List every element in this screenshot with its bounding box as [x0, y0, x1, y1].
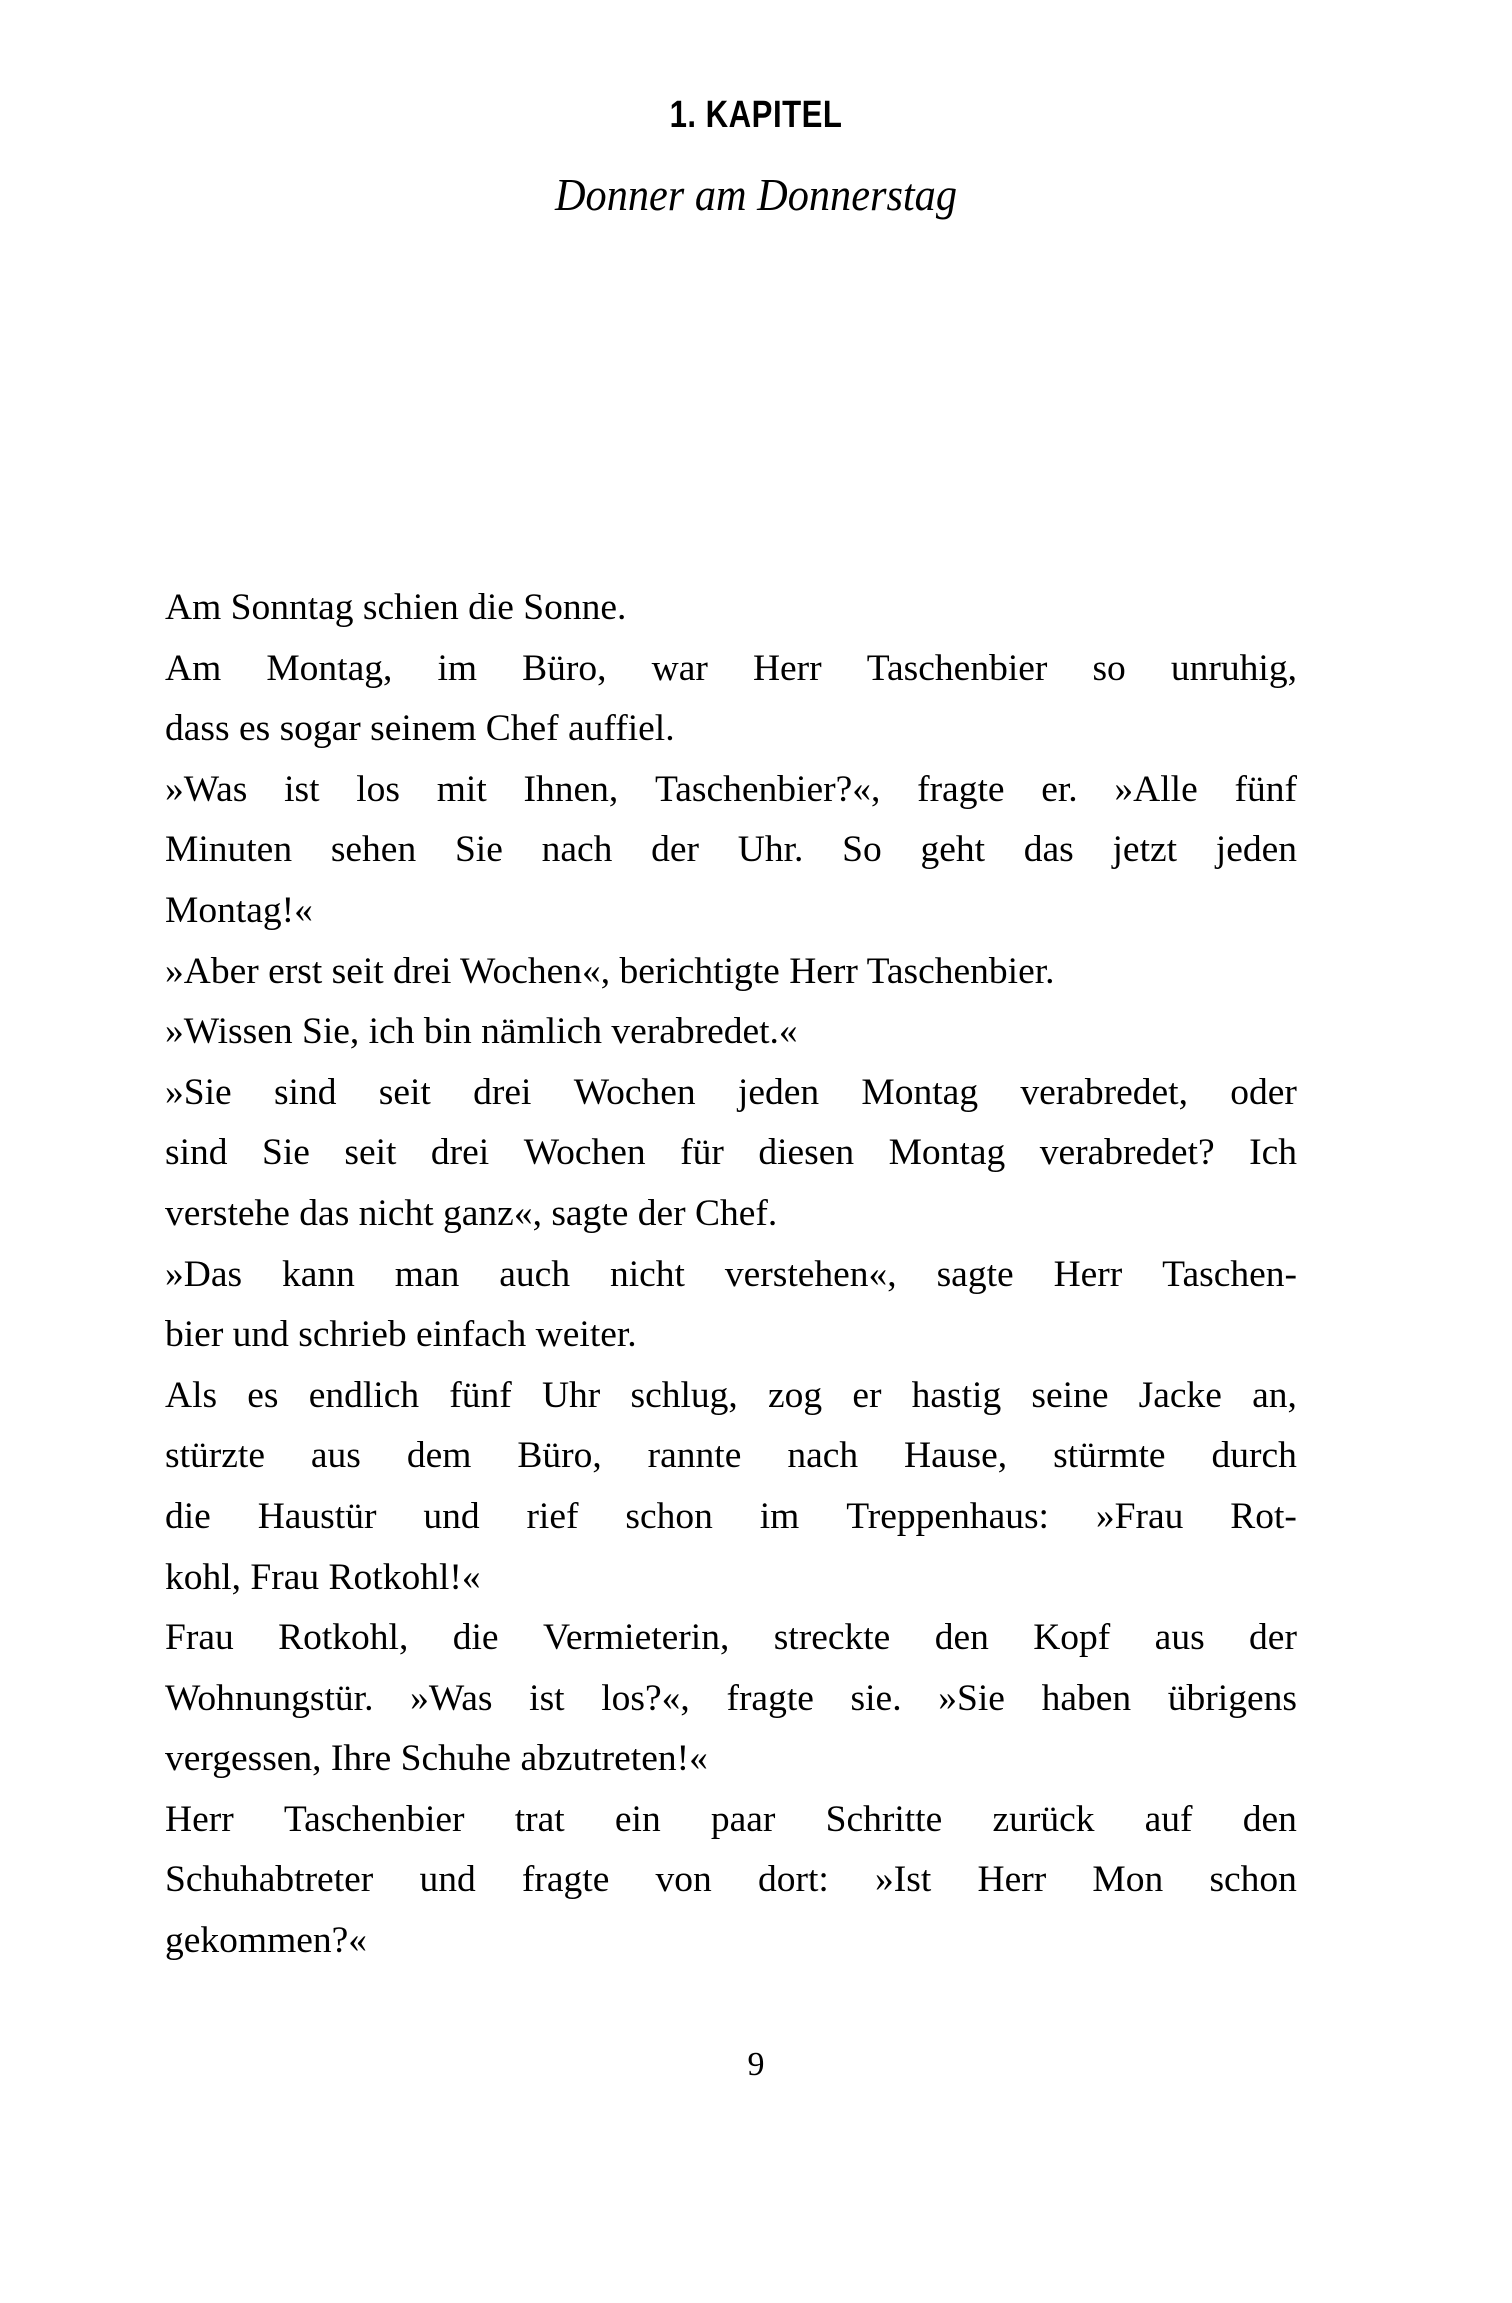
body-word: zog — [767, 1374, 823, 1416]
body-word: jeden — [1215, 829, 1297, 871]
body-word: rannte — [647, 1435, 742, 1477]
body-word: dort: — [758, 1859, 829, 1901]
body-word: »Ist — [875, 1859, 932, 1901]
body-word: Taschenbier — [866, 647, 1048, 689]
body-word: Hause, — [904, 1435, 1008, 1477]
body-word: war — [651, 647, 708, 689]
body-word: drei — [430, 1132, 490, 1174]
body-text — [165, 578, 1297, 1972]
body-line — [165, 639, 1297, 700]
body-word: stürzte — [165, 1435, 265, 1477]
body-word: Büro, — [517, 1435, 602, 1477]
body-word: Herr — [1053, 1253, 1123, 1295]
body-word: den — [1242, 1798, 1297, 1840]
body-word: oder — [1230, 1071, 1297, 1113]
body-line: gekommen?« — [165, 1920, 368, 1962]
body-word: von — [655, 1859, 712, 1901]
body-word: den — [934, 1617, 989, 1659]
body-word: So — [842, 829, 882, 871]
body-line — [165, 1669, 1297, 1730]
body-word: es — [247, 1374, 279, 1416]
page-number: 9 — [747, 2046, 765, 2083]
body-word: der — [651, 829, 700, 871]
body-word: fünf — [449, 1374, 512, 1416]
body-word: Montag — [888, 1132, 1006, 1174]
body-word: los?«, — [601, 1677, 690, 1719]
body-line: verstehe das nicht ganz«, sagte der Chef. — [165, 1192, 778, 1234]
body-line — [165, 760, 1297, 821]
body-word: jeden — [737, 1071, 820, 1113]
body-word: sind — [165, 1132, 228, 1174]
body-line — [165, 1123, 1297, 1184]
body-line — [165, 1245, 1297, 1306]
body-word: und — [419, 1859, 476, 1901]
body-line: bier und schrieb einfach weiter. — [165, 1314, 637, 1356]
body-word: Uhr — [541, 1374, 601, 1416]
body-line: »Wissen Sie, ich bin nämlich verabredet.« — [165, 1011, 798, 1053]
chapter-title: Donner am Donnerstag — [554, 169, 958, 220]
body-word: Minuten — [165, 829, 293, 871]
chapter-heading-block — [0, 96, 1512, 218]
body-word: paar — [710, 1798, 776, 1840]
body-word: und — [423, 1495, 480, 1537]
body-word: schon — [1209, 1859, 1297, 1901]
body-word: stürmte — [1053, 1435, 1166, 1477]
body-word: im — [437, 647, 478, 689]
body-word: der — [1249, 1617, 1297, 1659]
body-word: fünf — [1234, 768, 1297, 810]
body-line: »Aber erst seit drei Wochen«, berichtigte Herr Taschenbier. — [165, 950, 1055, 992]
body-word: Büro, — [522, 647, 607, 689]
body-line — [165, 1366, 1297, 1427]
body-line: Am Sonntag schien die Sonne. — [165, 587, 627, 628]
body-word: Wohnungstür. — [165, 1677, 374, 1719]
body-word: das — [1023, 829, 1074, 871]
body-line — [165, 1850, 1297, 1911]
body-word: Wochen — [523, 1132, 646, 1174]
body-word: trat — [514, 1798, 565, 1840]
body-word: Sie — [454, 829, 503, 871]
body-word: drei — [473, 1071, 532, 1113]
chapter-number: 1. KAPITEL — [669, 94, 843, 136]
body-word: Rotkohl, — [278, 1617, 409, 1659]
body-word: haben — [1041, 1677, 1132, 1719]
body-word: an, — [1252, 1374, 1297, 1416]
body-word: ist — [284, 768, 320, 810]
body-word: geht — [920, 829, 986, 871]
body-word: endlich — [308, 1374, 420, 1416]
body-word: Wochen — [573, 1071, 696, 1113]
body-word: Ich — [1249, 1132, 1297, 1174]
body-word: nicht — [609, 1253, 685, 1295]
body-word: »Sie — [938, 1677, 1005, 1719]
body-word: durch — [1211, 1435, 1297, 1477]
body-word: so — [1092, 647, 1126, 689]
body-word: fragte — [726, 1677, 814, 1719]
body-line: kohl, Frau Rotkohl!« — [165, 1556, 481, 1598]
body-line — [165, 1608, 1297, 1669]
body-word: verabredet? — [1039, 1132, 1215, 1174]
body-word: schon — [625, 1495, 713, 1537]
body-word: sagte — [936, 1253, 1014, 1295]
body-word: auch — [499, 1253, 571, 1295]
body-word: Mon — [1092, 1859, 1164, 1901]
body-word: Frau — [165, 1617, 234, 1659]
body-word: sie. — [850, 1677, 902, 1719]
body-word: die — [165, 1495, 211, 1537]
body-word: nach — [787, 1435, 859, 1477]
body-word: Taschen- — [1162, 1253, 1297, 1295]
body-word: ist — [529, 1677, 565, 1719]
body-word: Herr — [752, 647, 822, 689]
body-word: Uhr. — [737, 829, 804, 871]
body-word: für — [680, 1132, 724, 1174]
body-word: unruhig, — [1170, 647, 1297, 689]
body-word: aus — [1154, 1617, 1205, 1659]
body-word: »Sie — [165, 1071, 232, 1113]
body-word: Haustür — [257, 1495, 377, 1537]
body-line — [165, 820, 1297, 881]
body-word: rief — [526, 1495, 579, 1537]
body-word: Montag, — [266, 647, 393, 689]
body-word: verabredet, — [1020, 1071, 1188, 1113]
body-word: nach — [541, 829, 613, 871]
body-word: aus — [310, 1435, 361, 1477]
body-line — [165, 1063, 1297, 1124]
body-word: ein — [614, 1798, 661, 1840]
body-word: streckte — [773, 1617, 891, 1659]
body-word: »Frau — [1095, 1495, 1184, 1537]
body-word: man — [394, 1253, 460, 1295]
body-word: seit — [378, 1071, 431, 1113]
body-word: Jacke — [1138, 1374, 1222, 1416]
body-word: los — [356, 768, 401, 810]
body-word: fragte — [917, 768, 1005, 810]
body-word: Als — [165, 1374, 218, 1416]
body-word: »Was — [410, 1677, 493, 1719]
body-word: »Alle — [1114, 768, 1198, 810]
body-line: Montag!« — [165, 889, 313, 931]
body-word: zurück — [992, 1798, 1095, 1840]
body-word: seit — [344, 1132, 397, 1174]
body-line — [165, 1790, 1297, 1851]
body-word: Herr — [165, 1798, 234, 1840]
body-line: vergessen, Ihre Schuhe abzutreten!« — [165, 1738, 708, 1780]
body-word: »Was — [165, 768, 248, 810]
body-word: Vermieterin, — [542, 1617, 730, 1659]
body-word: kann — [281, 1253, 355, 1295]
body-word: auf — [1144, 1798, 1193, 1840]
body-word: Am — [165, 647, 222, 689]
body-word: mit — [436, 768, 487, 810]
body-word: schlug, — [630, 1374, 738, 1416]
body-word: Montag — [861, 1071, 979, 1113]
body-word: fragte — [521, 1859, 610, 1901]
body-word: Herr — [977, 1859, 1047, 1901]
body-word: seine — [1031, 1374, 1109, 1416]
body-word: Rot- — [1230, 1495, 1297, 1537]
body-word: Taschenbier — [283, 1798, 465, 1840]
body-word: Schritte — [825, 1798, 943, 1840]
body-word: diesen — [758, 1132, 855, 1174]
body-word: »Das — [165, 1253, 243, 1295]
body-word: übrigens — [1167, 1677, 1297, 1719]
body-word: hastig — [911, 1374, 1002, 1416]
body-word: die — [452, 1617, 499, 1659]
body-word: jetzt — [1112, 829, 1178, 871]
body-word: Taschenbier?«, — [654, 768, 881, 810]
body-word: Schuhabtreter — [165, 1859, 374, 1901]
body-word: im — [759, 1495, 800, 1537]
body-line: dass es sogar seinem Chef auffiel. — [165, 708, 675, 750]
body-word: er. — [1041, 768, 1078, 810]
body-word: Treppenhaus: — [846, 1495, 1049, 1537]
body-word: verstehen«, — [724, 1253, 897, 1295]
body-word: Sie — [261, 1132, 310, 1174]
body-line — [165, 1426, 1297, 1487]
body-word: sehen — [330, 829, 417, 871]
body-word: sind — [273, 1071, 337, 1113]
body-line — [165, 1487, 1297, 1548]
body-word: Ihnen, — [523, 768, 619, 810]
body-word: Kopf — [1033, 1617, 1111, 1659]
body-word: dem — [406, 1435, 472, 1477]
body-word: er — [852, 1374, 882, 1416]
